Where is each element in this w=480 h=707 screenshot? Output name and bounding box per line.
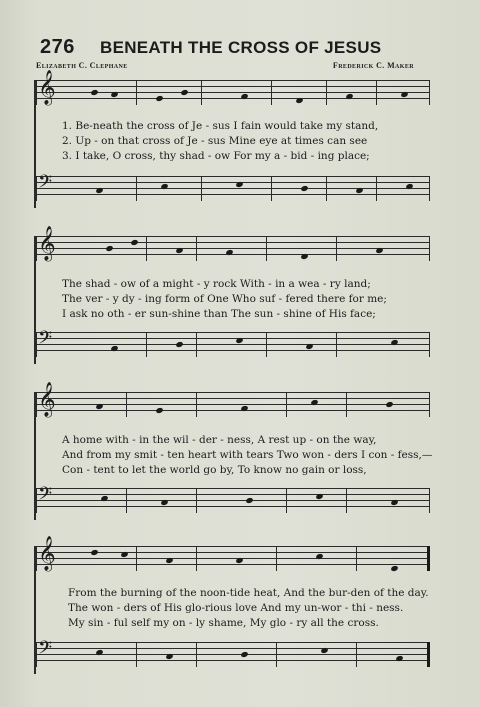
- treble-clef-icon: 𝄞: [38, 70, 56, 105]
- treble-clef-icon: 𝄞: [38, 226, 56, 261]
- lyric-line: From the burning of the noon-tide heat, And the bur-den of the day.: [68, 587, 429, 599]
- treble-staff: [36, 226, 430, 261]
- lyric-line: I ask no oth - er sun-shine than The sun - shine of His face;: [62, 308, 376, 320]
- lyric-line: My sin - ful self my on - ly shame, My glo - ry all the cross.: [68, 617, 379, 629]
- bass-staff: [36, 172, 430, 200]
- bass-staff: [36, 638, 430, 666]
- lyric-line: The ver - y dy - ing form of One Who suf - fered there for me;: [62, 293, 387, 305]
- treble-staff: [36, 382, 430, 417]
- composer-credit: Frederick C. Maker: [332, 61, 414, 70]
- bass-clef-icon: 𝄢: [38, 484, 53, 509]
- lyric-line: 3. I take, O cross, thy shad - ow For my a - bid - ing place;: [62, 150, 370, 162]
- hymn-title: BENEATH THE CROSS OF JESUS: [100, 38, 382, 57]
- lyric-line: 2. Up - on that cross of Je - sus Mine eye at times can see: [62, 135, 368, 147]
- bass-clef-icon: 𝄢: [38, 328, 53, 353]
- bass-staff: [36, 484, 430, 512]
- bass-clef-icon: 𝄢: [38, 638, 53, 663]
- final-barline: [427, 546, 430, 571]
- hymn-number: 276: [40, 36, 75, 58]
- lyric-line: Con - tent to let the world go by, To know no gain or loss,: [62, 464, 367, 476]
- treble-clef-icon: 𝄞: [38, 536, 56, 571]
- final-barline: [427, 642, 430, 667]
- treble-staff: [36, 536, 430, 571]
- bass-clef-icon: 𝄢: [38, 172, 53, 197]
- lyric-line: And from my smit - ten heart with tears Two won - ders I con - fess,—: [62, 449, 433, 461]
- bass-staff: [36, 328, 430, 356]
- treble-staff: [36, 70, 430, 105]
- treble-clef-icon: 𝄞: [38, 382, 56, 417]
- lyric-line: The shad - ow of a might - y rock With - in a wea - ry land;: [62, 278, 371, 290]
- author-credit: Elizabeth C. Clephane: [36, 61, 128, 70]
- lyric-line: 1. Be-neath the cross of Je - sus I fain would take my stand,: [62, 120, 379, 132]
- lyric-line: The won - ders of His glo-rious love And my un-wor - thi - ness.: [68, 602, 404, 614]
- lyric-line: A home with - in the wil - der - ness, A rest up - on the way,: [62, 434, 377, 446]
